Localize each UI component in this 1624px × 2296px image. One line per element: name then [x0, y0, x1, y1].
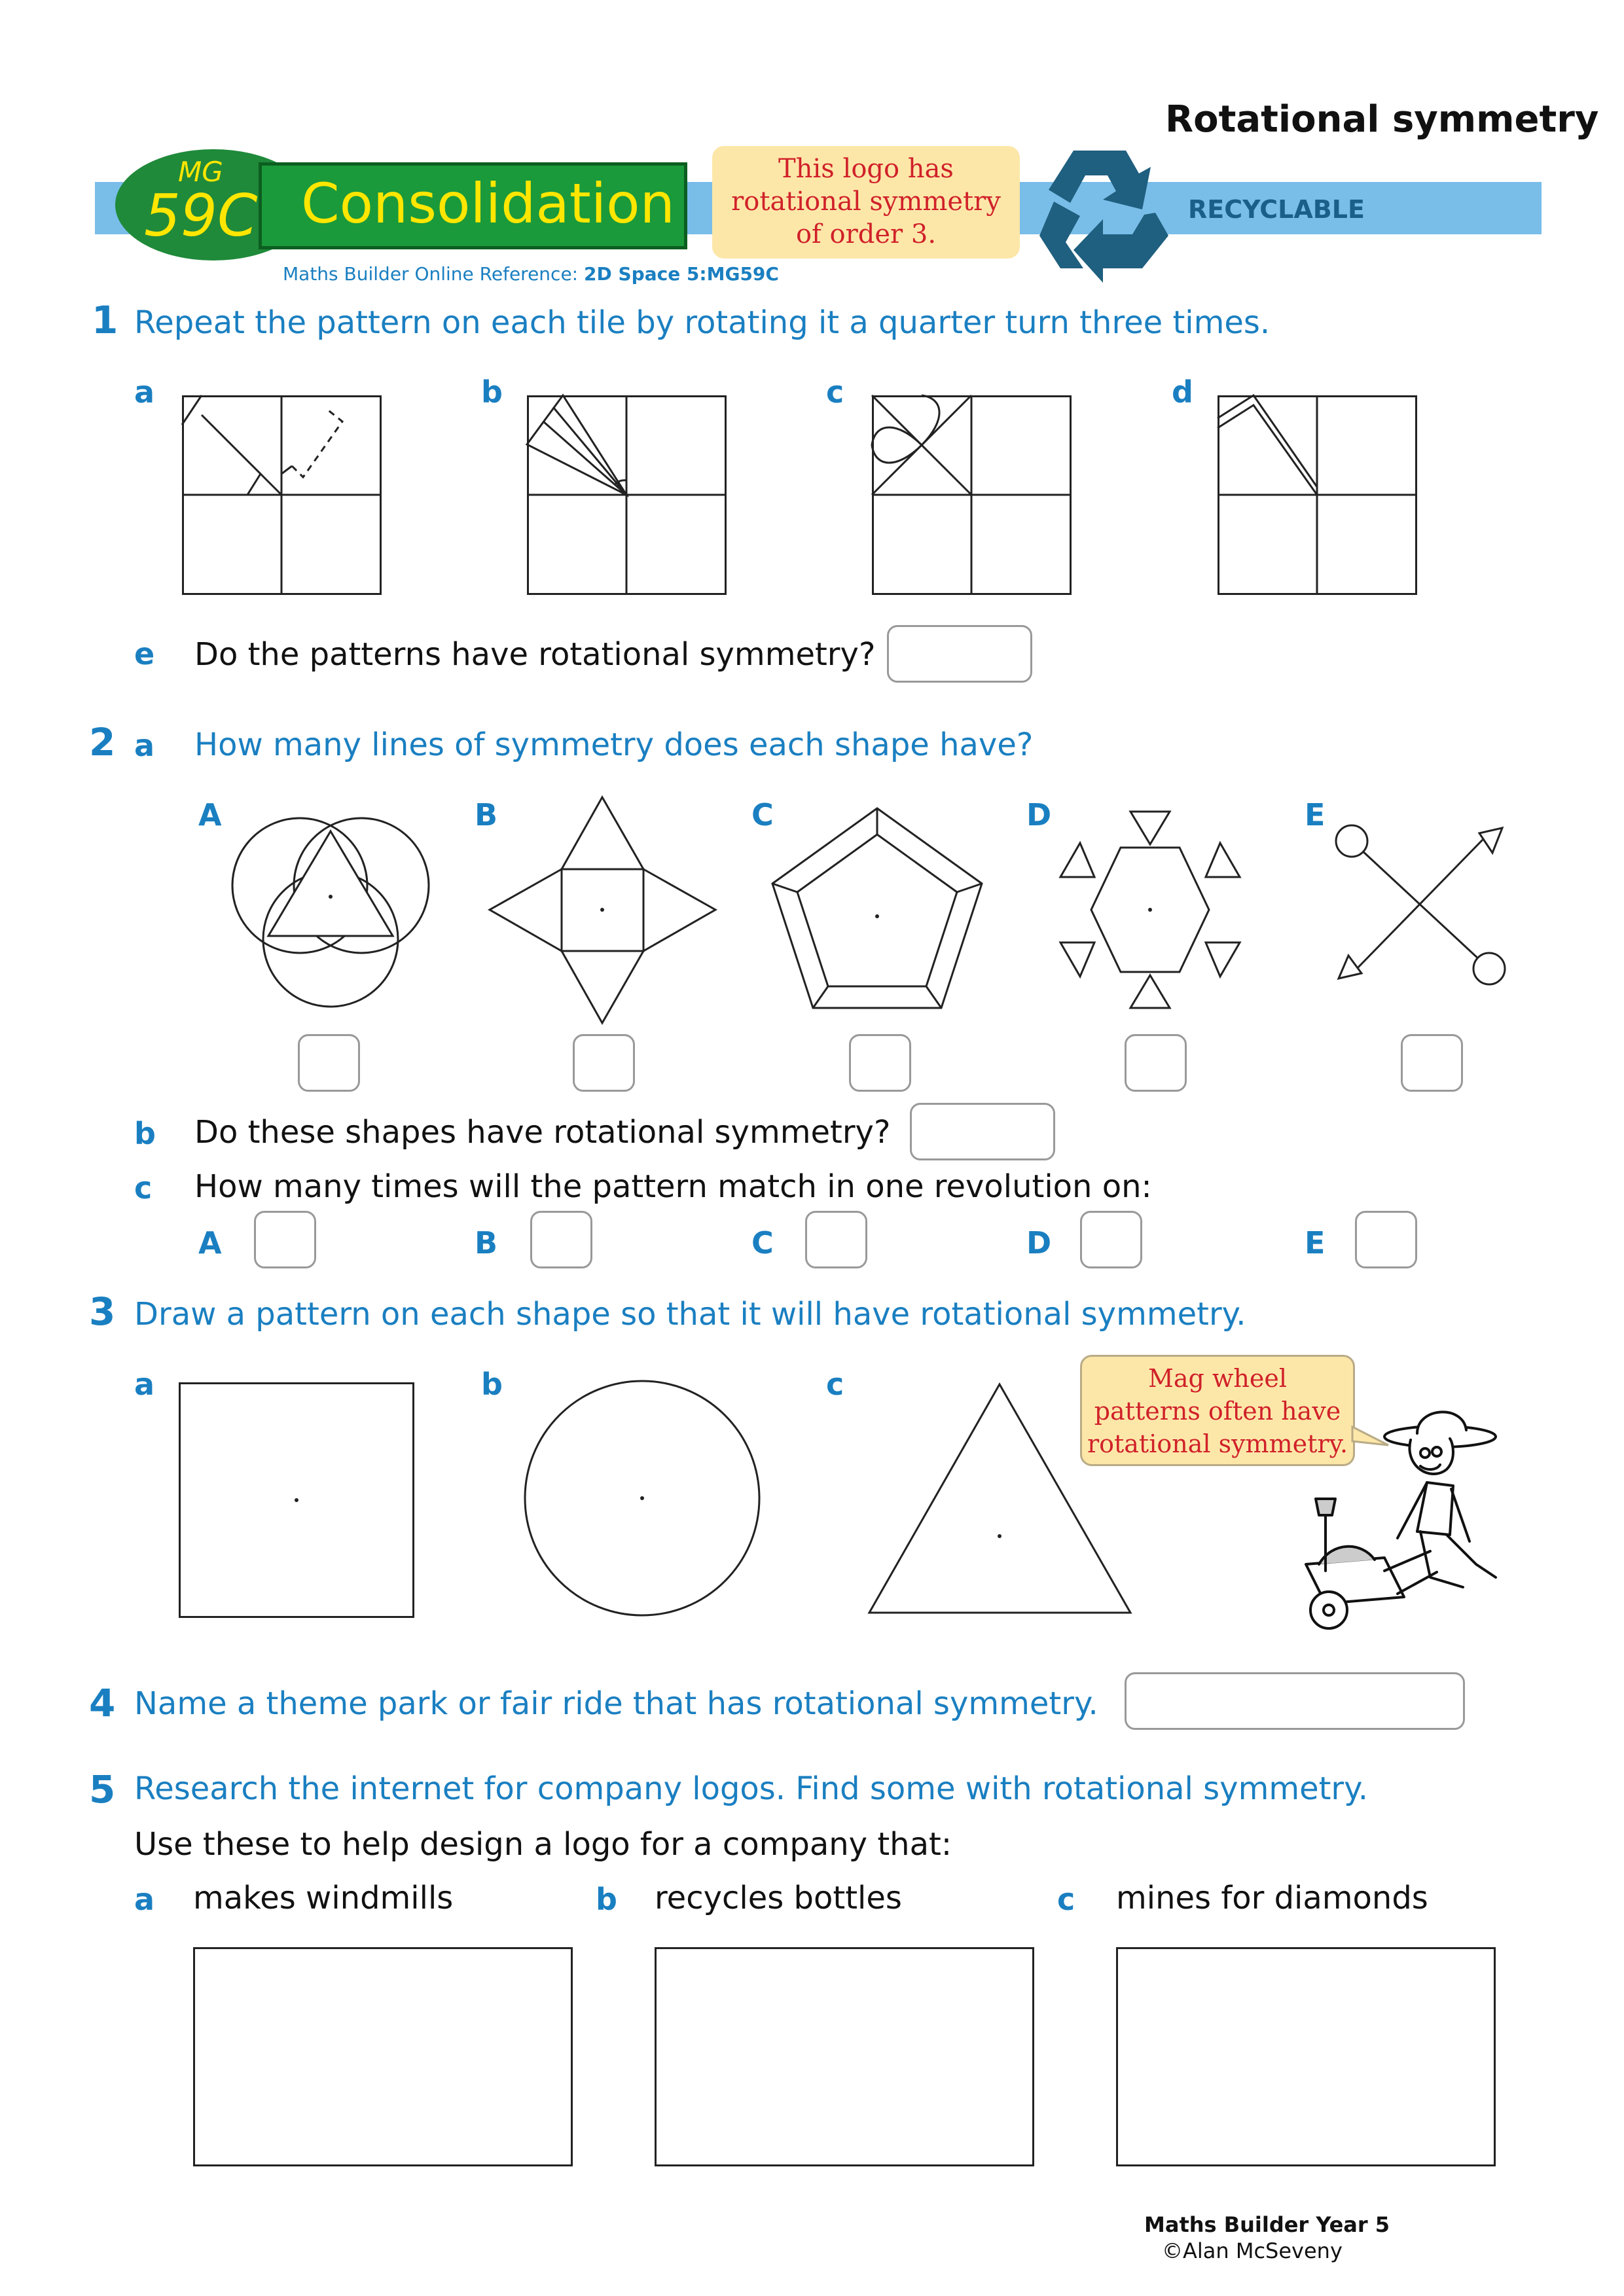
logo-note [712, 146, 1020, 259]
bubble-line: Mag wheel [1147, 1364, 1288, 1393]
logo-note-line: of order 3. [795, 219, 937, 249]
part-label: e [134, 636, 155, 672]
design-box-windmills[interactable] [193, 1947, 573, 2166]
answer-box[interactable] [887, 625, 1032, 683]
shape-label: C [751, 1225, 774, 1261]
logo-note-line: rotational symmetry [731, 187, 1001, 217]
answer-box-c[interactable] [805, 1211, 867, 1268]
tile-a [182, 395, 382, 595]
shape-d [1055, 812, 1245, 1008]
answer-box[interactable] [910, 1103, 1055, 1160]
answer-box-a[interactable] [254, 1211, 316, 1268]
tile-c [872, 395, 1072, 595]
shape-label: E [1305, 797, 1326, 833]
question-number: 5 [89, 1767, 116, 1812]
part-label: c [1057, 1882, 1075, 1917]
answer-box-e[interactable] [1355, 1211, 1417, 1268]
answer-box-a[interactable] [298, 1034, 360, 1092]
shape-label: B [475, 1225, 498, 1261]
shape-label: C [751, 797, 774, 833]
code-top: MG [178, 156, 223, 188]
footer-book: Maths Builder Year 5 [1144, 2212, 1390, 2237]
question-number: 2 [89, 720, 116, 764]
part-label: a [134, 374, 155, 410]
shape-label: E [1305, 1225, 1326, 1261]
reference-prefix: Maths Builder Online Reference: [283, 263, 585, 285]
gardener-illustration-icon [1299, 1401, 1509, 1636]
question-text: Repeat the pattern on each tile by rotating it a quarter turn three times. [134, 304, 1271, 341]
question-text: How many times will the pattern match in one revolution on: [194, 1168, 1152, 1205]
question-text: Research the internet for company logos. Find some with rotational symmetry. [134, 1770, 1368, 1807]
online-reference [283, 263, 779, 285]
page-title: Rotational symmetry [1165, 98, 1599, 141]
draw-circle [524, 1380, 761, 1617]
question-subtext: Use these to help design a logo for a company that: [134, 1826, 952, 1863]
shape-c [772, 808, 982, 1011]
part-label: a [134, 728, 155, 763]
bubble-line: rotational symmetry. [1087, 1429, 1348, 1458]
tile-b [527, 395, 727, 595]
tile-d [1218, 395, 1417, 595]
reference-code: 2D Space 5:MG59C [584, 263, 779, 285]
answer-box-d[interactable] [1080, 1211, 1142, 1268]
shape-b [490, 797, 715, 1023]
part-label: d [1172, 374, 1193, 410]
question-text: Draw a pattern on each shape so that it will have rotational symmetry. [134, 1296, 1246, 1333]
answer-box-b[interactable] [573, 1034, 635, 1092]
logo-note-line: This logo has [778, 154, 954, 184]
question-text: Name a theme park or fair ride that has rotational symmetry. [134, 1685, 1098, 1722]
shape-a [232, 802, 429, 998]
answer-box-c[interactable] [849, 1034, 911, 1092]
design-box-diamonds[interactable] [1116, 1947, 1496, 2166]
shape-label: A [198, 797, 222, 833]
item-text: mines for diamonds [1116, 1880, 1428, 1916]
recycle-icon [1034, 137, 1172, 278]
section-title: Consolidation [301, 171, 675, 236]
question-number: 4 [89, 1681, 116, 1725]
item-text: makes windmills [193, 1880, 454, 1916]
part-label: c [134, 1170, 153, 1206]
recyclable-label: RECYCLABLE [1188, 195, 1365, 224]
question-number: 3 [89, 1289, 116, 1334]
item-text: recycles bottles [655, 1880, 902, 1916]
part-label: a [134, 1882, 155, 1917]
part-label: a [134, 1367, 155, 1402]
answer-box-b[interactable] [530, 1211, 592, 1268]
part-label: b [134, 1116, 156, 1151]
question-text: Do the patterns have rotational symmetry? [194, 636, 876, 673]
question-text: How many lines of symmetry does each shape have? [194, 726, 1034, 763]
part-label: c [826, 374, 844, 410]
answer-box[interactable] [1125, 1672, 1465, 1730]
design-box-bottles[interactable] [655, 1947, 1034, 2166]
question-text: Do these shapes have rotational symmetry? [194, 1114, 891, 1151]
code-main: 59C [144, 182, 258, 249]
shape-label: B [475, 797, 498, 833]
shape-label: A [198, 1225, 222, 1261]
answer-box-e[interactable] [1401, 1034, 1463, 1092]
bubble-line: patterns often have [1094, 1397, 1341, 1426]
part-label: c [826, 1367, 844, 1402]
footer-author: ©Alan McSeveny [1162, 2238, 1343, 2263]
part-label: b [481, 1367, 503, 1402]
question-number: 1 [92, 298, 118, 342]
shape-label: D [1026, 1225, 1052, 1261]
shape-e [1335, 821, 1506, 992]
draw-square [179, 1382, 414, 1618]
shape-label: D [1026, 797, 1052, 833]
answer-box-d[interactable] [1125, 1034, 1187, 1092]
part-label: b [596, 1882, 617, 1917]
part-label: b [481, 374, 503, 410]
